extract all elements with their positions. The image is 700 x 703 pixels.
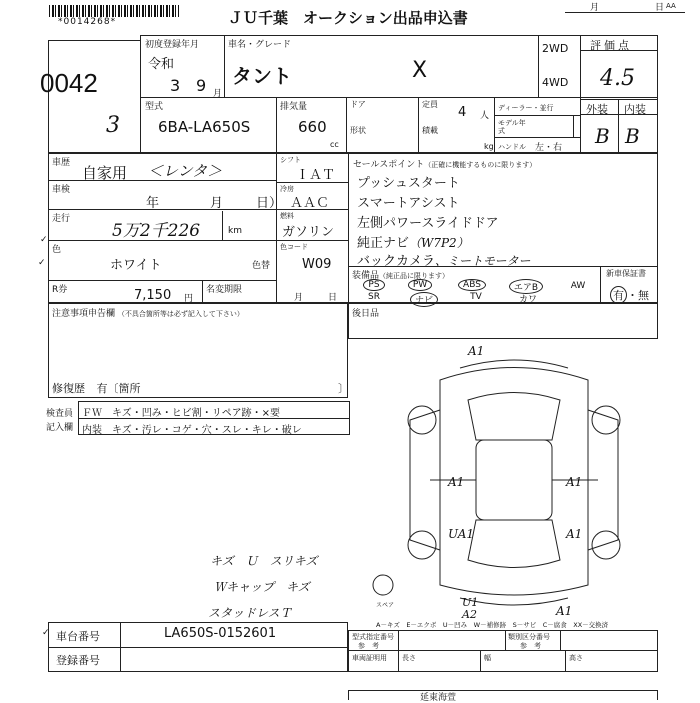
displacement-value: 660: [298, 118, 327, 136]
equip-aw-label: AW: [570, 281, 586, 291]
handwritten-note-3: スタッドレスＴ: [208, 606, 292, 620]
shaken-month: 月: [210, 196, 224, 211]
sales-points-note: （正確に機能するものに限ります）: [424, 161, 537, 169]
equip-ps: [356, 279, 392, 291]
bottom-right-frame: [348, 630, 658, 672]
equip-sr-label: SR: [368, 292, 380, 302]
damage-mark-right-side: A1: [566, 475, 583, 489]
repair-history: [52, 380, 141, 396]
model-value: 6BA-LA650S: [158, 118, 251, 136]
shape-label: 形状: [350, 126, 366, 135]
sales-point-4: [357, 232, 469, 251]
inspector-row-1: ＦＷ キズ・凹み・ヒビ割・リペア跡・×要: [82, 408, 280, 419]
capacity-unit: 人: [480, 111, 490, 121]
color-value: ホワイト: [110, 258, 162, 273]
interior-label: 内装: [624, 103, 646, 116]
warranty-dot: ・: [627, 289, 638, 302]
sales-points-title: セールスポイント: [353, 160, 425, 170]
car-name: タント: [232, 64, 292, 88]
mileage-value: 5万2千226: [112, 221, 201, 241]
history-value: 自家用: [82, 164, 128, 182]
margin-tick-1: ✓: [40, 235, 48, 245]
shaken-label: 車検: [52, 185, 71, 195]
sales-point-1: プッシュスタート: [357, 176, 460, 191]
equip-pw-label: PW: [408, 279, 432, 291]
drive-4wd: 4WD: [542, 76, 569, 89]
vehicle-cert-label: 車両証明用: [352, 654, 387, 662]
mileage-unit: km: [228, 226, 242, 236]
model-year-label: モデル年式: [498, 119, 526, 135]
damage-mark-rear-1: U1: [462, 596, 479, 609]
registration-month: 9: [196, 76, 207, 95]
size-width: 幅: [484, 654, 491, 662]
aircon-label: 冷房: [280, 185, 294, 193]
damage-mark-rear-3: A1: [556, 604, 573, 618]
shift-value: ＩＡＴ: [296, 168, 336, 183]
repair-label: 修復歴: [52, 382, 85, 395]
inspector-row-2: 内装 キズ・汚レ・コゲ・穴・スレ・キレ・破レ: [82, 425, 302, 436]
displacement-label: 排気量: [280, 102, 308, 112]
class-ref: 参 考: [520, 642, 541, 650]
camera-note: 、ミートモーター: [435, 254, 531, 268]
date-month: 月: [590, 3, 600, 13]
damage-mark-left-side: A1: [448, 475, 465, 489]
name-change-day: 日: [328, 293, 338, 303]
chassis-label: 車台番号: [56, 630, 100, 643]
car-name-label: 車名・グレード: [228, 40, 292, 50]
shaken-day: 日）: [256, 196, 283, 211]
model-label: 型式: [145, 102, 164, 112]
barcode-number: *0014268*: [58, 17, 117, 27]
warranty-label: 新車保証書: [606, 269, 646, 278]
equip-pw: [402, 279, 438, 291]
sales-point-5-text: バックカメラ: [357, 254, 436, 269]
equipment-title: 装備品: [352, 271, 380, 281]
handle-right: 右: [553, 143, 563, 153]
equip-airbag-label: エアB: [509, 279, 543, 294]
grade-score-value: 4.5: [600, 66, 635, 91]
car-body-diagram: [370, 340, 658, 625]
form-title: ＪＵ千葉 オークション出品申込書: [228, 9, 468, 27]
name-change-month: 月: [294, 293, 304, 303]
handle-label: ハンドル: [498, 143, 526, 151]
mileage-label: 走行: [52, 214, 71, 224]
capacity-label: 定員: [422, 100, 438, 109]
notes-sub: （不具合箇所等は必ず記入して下さい）: [117, 310, 244, 318]
date-suffix: AA: [666, 2, 676, 10]
repair-close: 〕: [338, 382, 349, 395]
registration-era: 令和: [148, 57, 175, 72]
barcode: [49, 5, 179, 17]
warranty-has: 有: [610, 286, 627, 304]
warranty-none: 無: [638, 289, 649, 302]
registration-year: 3: [170, 76, 181, 95]
equip-sr: [356, 292, 392, 302]
fuel-value: ガソリン: [282, 225, 335, 240]
damage-mark-left-rear: UA1: [448, 527, 475, 541]
exterior-value: B: [595, 124, 610, 148]
registration-number-label: 登録番号: [56, 654, 100, 667]
equip-aw: [560, 281, 596, 291]
type-ref: 参 考: [358, 642, 379, 650]
footer-text: 延東海萱: [420, 693, 457, 703]
footer-box: [348, 690, 658, 700]
sales-point-3: 左側パワースライドドア: [357, 216, 499, 231]
fuel-label: 燃料: [280, 212, 294, 220]
interior-value: B: [625, 124, 640, 148]
class-label: 類別区分番号: [508, 633, 550, 641]
date-day: 日: [655, 3, 665, 13]
nav-note: （W7P2）: [409, 236, 469, 250]
color-code-label: 色コード: [280, 243, 308, 251]
load-unit: kg: [484, 142, 494, 151]
side-mark: 3: [106, 113, 120, 138]
lot-number: 0042: [40, 68, 98, 98]
repair-value: 有〔箇所: [96, 382, 141, 395]
handle-options: [535, 140, 562, 153]
history-note: ＜レンタ＞: [148, 162, 223, 180]
damage-mark-front: A1: [468, 344, 485, 358]
handle-left: 左: [535, 143, 545, 153]
dealer-label: ディーラー・並行: [498, 104, 554, 112]
margin-tick-2: ✓: [38, 258, 46, 268]
recycle-label: R券: [52, 285, 68, 295]
handle-dot: ・: [544, 143, 554, 153]
warranty-options: [610, 286, 649, 304]
equip-abs-label: ABS: [458, 279, 486, 291]
displacement-unit: cc: [330, 140, 339, 149]
capacity-value: 4: [458, 105, 467, 120]
sales-point-2: スマートアシスト: [357, 196, 460, 211]
history-label: 車歴: [52, 158, 71, 168]
equip-ps-label: PS: [363, 279, 384, 291]
equip-leather-label: カワ: [518, 295, 537, 305]
recycle-unit: 円: [184, 294, 194, 304]
color-code-value: W09: [302, 257, 332, 272]
door-label: ドア: [350, 100, 366, 109]
rear-seat-label: 後日品: [352, 309, 380, 319]
grade-score-label: 評価点: [590, 39, 632, 52]
equip-navi-label: ナビ: [410, 292, 438, 307]
type-designation-label: 型式指定番号: [352, 633, 394, 641]
inspector-label-1: 検査員: [46, 409, 74, 419]
handwritten-note-2: Ｗキャップ キズ: [214, 580, 310, 594]
size-height: 高さ: [569, 654, 583, 662]
equip-tv-label: TV: [470, 292, 482, 302]
drive-2wd: 2WD: [542, 42, 569, 55]
equip-tv: [458, 292, 494, 302]
registration-month-unit: 月: [213, 89, 223, 99]
exterior-label: 外装: [586, 103, 608, 116]
sales-points-label: [353, 157, 536, 170]
rear-seat-frame: [348, 303, 658, 339]
chassis-value: LA650S-0152601: [164, 626, 277, 641]
sales-point-4-text: 純正ナビ: [357, 236, 410, 251]
damage-mark-rear-2: A2: [462, 608, 477, 621]
equipment-note: （純正品に限ります）: [379, 272, 450, 280]
notes-title: 注意事項申告欄: [52, 309, 116, 319]
recycle-value: 7,150: [134, 288, 172, 303]
load-label: 積載: [422, 126, 438, 135]
handwritten-note-1: キズ Ｕ スリキズ: [210, 554, 318, 568]
equip-abs: [454, 279, 490, 291]
size-length: 長さ: [402, 654, 416, 662]
car-grade: X: [412, 58, 428, 83]
shift-label: シフト: [280, 156, 301, 164]
notes-label: [52, 306, 244, 319]
damage-mark-right-rear: A1: [566, 527, 583, 541]
name-change-label: 名変期限: [206, 285, 243, 295]
margin-tick-3: ✓: [42, 628, 50, 638]
spare-label: スペア: [376, 602, 395, 609]
damage-legend: A－キズ E－エクボ U－凹み W－補修跡 S－サビ C－腐食 XX－交換済: [376, 621, 609, 629]
inspector-label-2: 記入欄: [46, 423, 74, 433]
color-change-label: 色替: [252, 261, 271, 271]
aircon-value: ＡＡＣ: [290, 196, 330, 211]
registration-label: 初度登録年月: [145, 40, 200, 50]
color-label: 色: [52, 245, 62, 255]
shaken-year: 年: [146, 196, 160, 211]
